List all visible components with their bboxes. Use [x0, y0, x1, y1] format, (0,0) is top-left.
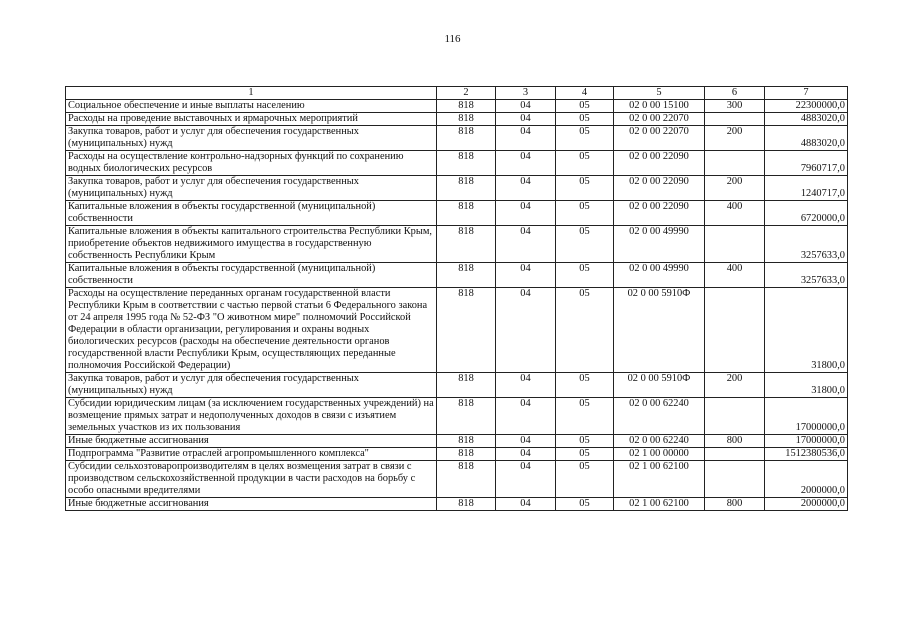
- expense-name-cell: Капитальные вложения в объекты государственной (муниципальной) собственности: [66, 201, 437, 226]
- subsection-code-cell: 05: [556, 288, 614, 373]
- budget-table-body: [66, 87, 848, 511]
- expense-name-cell: Подпрограмма "Развитие отраслей агропромышленного комплекса": [66, 448, 437, 461]
- section-code-cell: 04: [496, 461, 556, 498]
- expense-type-cell: [705, 461, 765, 498]
- ministry-code-cell: 818: [437, 176, 496, 201]
- amount-cell: 2000000,0: [765, 498, 848, 511]
- subsection-code-cell: 05: [556, 373, 614, 398]
- amount-cell: 31800,0: [765, 373, 848, 398]
- ministry-code-cell: 818: [437, 201, 496, 226]
- target-article-cell: 02 0 00 22090: [614, 151, 705, 176]
- amount-cell: 7960717,0: [765, 151, 848, 176]
- section-code-cell: 04: [496, 263, 556, 288]
- target-article-cell: 02 0 00 22090: [614, 176, 705, 201]
- target-article-cell: 02 0 00 49990: [614, 226, 705, 263]
- expense-type-cell: [705, 226, 765, 263]
- ministry-code-cell: 818: [437, 113, 496, 126]
- expense-type-cell: 800: [705, 435, 765, 448]
- ministry-code-cell: 818: [437, 288, 496, 373]
- amount-cell: 4883020,0: [765, 126, 848, 151]
- table-header-row: [66, 87, 848, 100]
- section-code-cell: 04: [496, 373, 556, 398]
- section-code-cell: 04: [496, 226, 556, 263]
- table-row: [66, 201, 848, 226]
- expense-name-cell: Субсидии юридическим лицам (за исключением государственных учреждений) на возмещение прямых затрат и недополученных доходов в связи с изъятием земельных участков из их пользования: [66, 398, 437, 435]
- budget-table: [65, 86, 848, 511]
- column-header: 7: [765, 87, 848, 100]
- subsection-code-cell: 05: [556, 435, 614, 448]
- expense-type-cell: [705, 448, 765, 461]
- target-article-cell: 02 0 00 15100: [614, 100, 705, 113]
- expense-name-cell: Расходы на осуществление контрольно-надзорных функций по сохранению водных биологических ресурсов: [66, 151, 437, 176]
- target-article-cell: 02 0 00 22090: [614, 201, 705, 226]
- ministry-code-cell: 818: [437, 448, 496, 461]
- amount-cell: 3257633,0: [765, 263, 848, 288]
- table-row: [66, 176, 848, 201]
- expense-type-cell: [705, 113, 765, 126]
- target-article-cell: 02 0 00 5910Ф: [614, 288, 705, 373]
- target-article-cell: 02 1 00 62100: [614, 498, 705, 511]
- page-number: 116: [444, 33, 461, 45]
- table-row: [66, 448, 848, 461]
- expense-name-cell: Закупка товаров, работ и услуг для обеспечения государственных (муниципальных) нужд: [66, 373, 437, 398]
- target-article-cell: 02 0 00 49990: [614, 263, 705, 288]
- table-row: [66, 435, 848, 448]
- subsection-code-cell: 05: [556, 151, 614, 176]
- section-code-cell: 04: [496, 151, 556, 176]
- expense-name-cell: Иные бюджетные ассигнования: [66, 498, 437, 511]
- expense-type-cell: 800: [705, 498, 765, 511]
- column-header: 6: [705, 87, 765, 100]
- expense-name-cell: Социальное обеспечение и иные выплаты населению: [66, 100, 437, 113]
- amount-cell: 22300000,0: [765, 100, 848, 113]
- ministry-code-cell: 818: [437, 461, 496, 498]
- subsection-code-cell: 05: [556, 176, 614, 201]
- expense-type-cell: [705, 151, 765, 176]
- subsection-code-cell: 05: [556, 113, 614, 126]
- expense-type-cell: 400: [705, 201, 765, 226]
- table-row: [66, 100, 848, 113]
- ministry-code-cell: 818: [437, 126, 496, 151]
- section-code-cell: 04: [496, 435, 556, 448]
- target-article-cell: 02 0 00 62240: [614, 435, 705, 448]
- ministry-code-cell: 818: [437, 373, 496, 398]
- expense-type-cell: 300: [705, 100, 765, 113]
- table-row: [66, 373, 848, 398]
- table-row: [66, 113, 848, 126]
- section-code-cell: 04: [496, 201, 556, 226]
- section-code-cell: 04: [496, 498, 556, 511]
- amount-cell: 3257633,0: [765, 226, 848, 263]
- expense-name-cell: Субсидии сельхозтоваропроизводителям в целях возмещения затрат в связи с производством сельскохозяйственной продукции в части расходов на борьбу с особо опасными вредителями: [66, 461, 437, 498]
- expense-name-cell: Закупка товаров, работ и услуг для обеспечения государственных (муниципальных) нужд: [66, 176, 437, 201]
- table-row: [66, 288, 848, 373]
- table-row: [66, 226, 848, 263]
- table-row: [66, 498, 848, 511]
- amount-cell: 2000000,0: [765, 461, 848, 498]
- section-code-cell: 04: [496, 113, 556, 126]
- amount-cell: 31800,0: [765, 288, 848, 373]
- target-article-cell: 02 0 00 22070: [614, 126, 705, 151]
- column-header: 4: [556, 87, 614, 100]
- section-code-cell: 04: [496, 100, 556, 113]
- expense-name-cell: Расходы на проведение выставочных и ярмарочных мероприятий: [66, 113, 437, 126]
- expense-name-cell: Закупка товаров, работ и услуг для обеспечения государственных (муниципальных) нужд: [66, 126, 437, 151]
- ministry-code-cell: 818: [437, 151, 496, 176]
- subsection-code-cell: 05: [556, 263, 614, 288]
- target-article-cell: 02 0 00 22070: [614, 113, 705, 126]
- amount-cell: 17000000,0: [765, 435, 848, 448]
- expense-name-cell: Иные бюджетные ассигнования: [66, 435, 437, 448]
- expense-type-cell: 400: [705, 263, 765, 288]
- table-row: [66, 263, 848, 288]
- amount-cell: 1240717,0: [765, 176, 848, 201]
- subsection-code-cell: 05: [556, 126, 614, 151]
- target-article-cell: 02 0 00 62240: [614, 398, 705, 435]
- expense-name-cell: Капитальные вложения в объекты государственной (муниципальной) собственности: [66, 263, 437, 288]
- expense-type-cell: [705, 288, 765, 373]
- amount-cell: 6720000,0: [765, 201, 848, 226]
- section-code-cell: 04: [496, 398, 556, 435]
- table-row: [66, 151, 848, 176]
- section-code-cell: 04: [496, 176, 556, 201]
- table-row: [66, 126, 848, 151]
- target-article-cell: 02 0 00 5910Ф: [614, 373, 705, 398]
- subsection-code-cell: 05: [556, 448, 614, 461]
- target-article-cell: 02 1 00 62100: [614, 461, 705, 498]
- ministry-code-cell: 818: [437, 398, 496, 435]
- amount-cell: 17000000,0: [765, 398, 848, 435]
- column-header: 2: [437, 87, 496, 100]
- expense-type-cell: 200: [705, 373, 765, 398]
- subsection-code-cell: 05: [556, 226, 614, 263]
- amount-cell: 1512380536,0: [765, 448, 848, 461]
- subsection-code-cell: 05: [556, 498, 614, 511]
- column-header: 3: [496, 87, 556, 100]
- expense-type-cell: 200: [705, 126, 765, 151]
- column-header: 5: [614, 87, 705, 100]
- amount-cell: 4883020,0: [765, 113, 848, 126]
- ministry-code-cell: 818: [437, 263, 496, 288]
- subsection-code-cell: 05: [556, 461, 614, 498]
- ministry-code-cell: 818: [437, 498, 496, 511]
- ministry-code-cell: 818: [437, 226, 496, 263]
- ministry-code-cell: 818: [437, 435, 496, 448]
- column-header: 1: [66, 87, 437, 100]
- target-article-cell: 02 1 00 00000: [614, 448, 705, 461]
- expense-type-cell: 200: [705, 176, 765, 201]
- section-code-cell: 04: [496, 126, 556, 151]
- expense-name-cell: Расходы на осуществление переданных органам государственной власти Республики Крым в соответствии с частью первой статьи 6 Федерального закона от 24 апреля 1995 года № 52-ФЗ "О животном мире" полномочий Российской Федерации в области организации, регулирования и охраны водных биологических ресурсов (расходы на обеспечение деятельности органов государственной власти Республики Крым, осуществляющих переданные полномочия Российской Федерации): [66, 288, 437, 373]
- section-code-cell: 04: [496, 288, 556, 373]
- table-row: [66, 461, 848, 498]
- subsection-code-cell: 05: [556, 201, 614, 226]
- table-row: [66, 398, 848, 435]
- expense-name-cell: Капитальные вложения в объекты капитального строительства Республики Крым, приобретение объектов недвижимого имущества в государственную собственность Республики Крым: [66, 226, 437, 263]
- section-code-cell: 04: [496, 448, 556, 461]
- ministry-code-cell: 818: [437, 100, 496, 113]
- subsection-code-cell: 05: [556, 100, 614, 113]
- expense-type-cell: [705, 398, 765, 435]
- subsection-code-cell: 05: [556, 398, 614, 435]
